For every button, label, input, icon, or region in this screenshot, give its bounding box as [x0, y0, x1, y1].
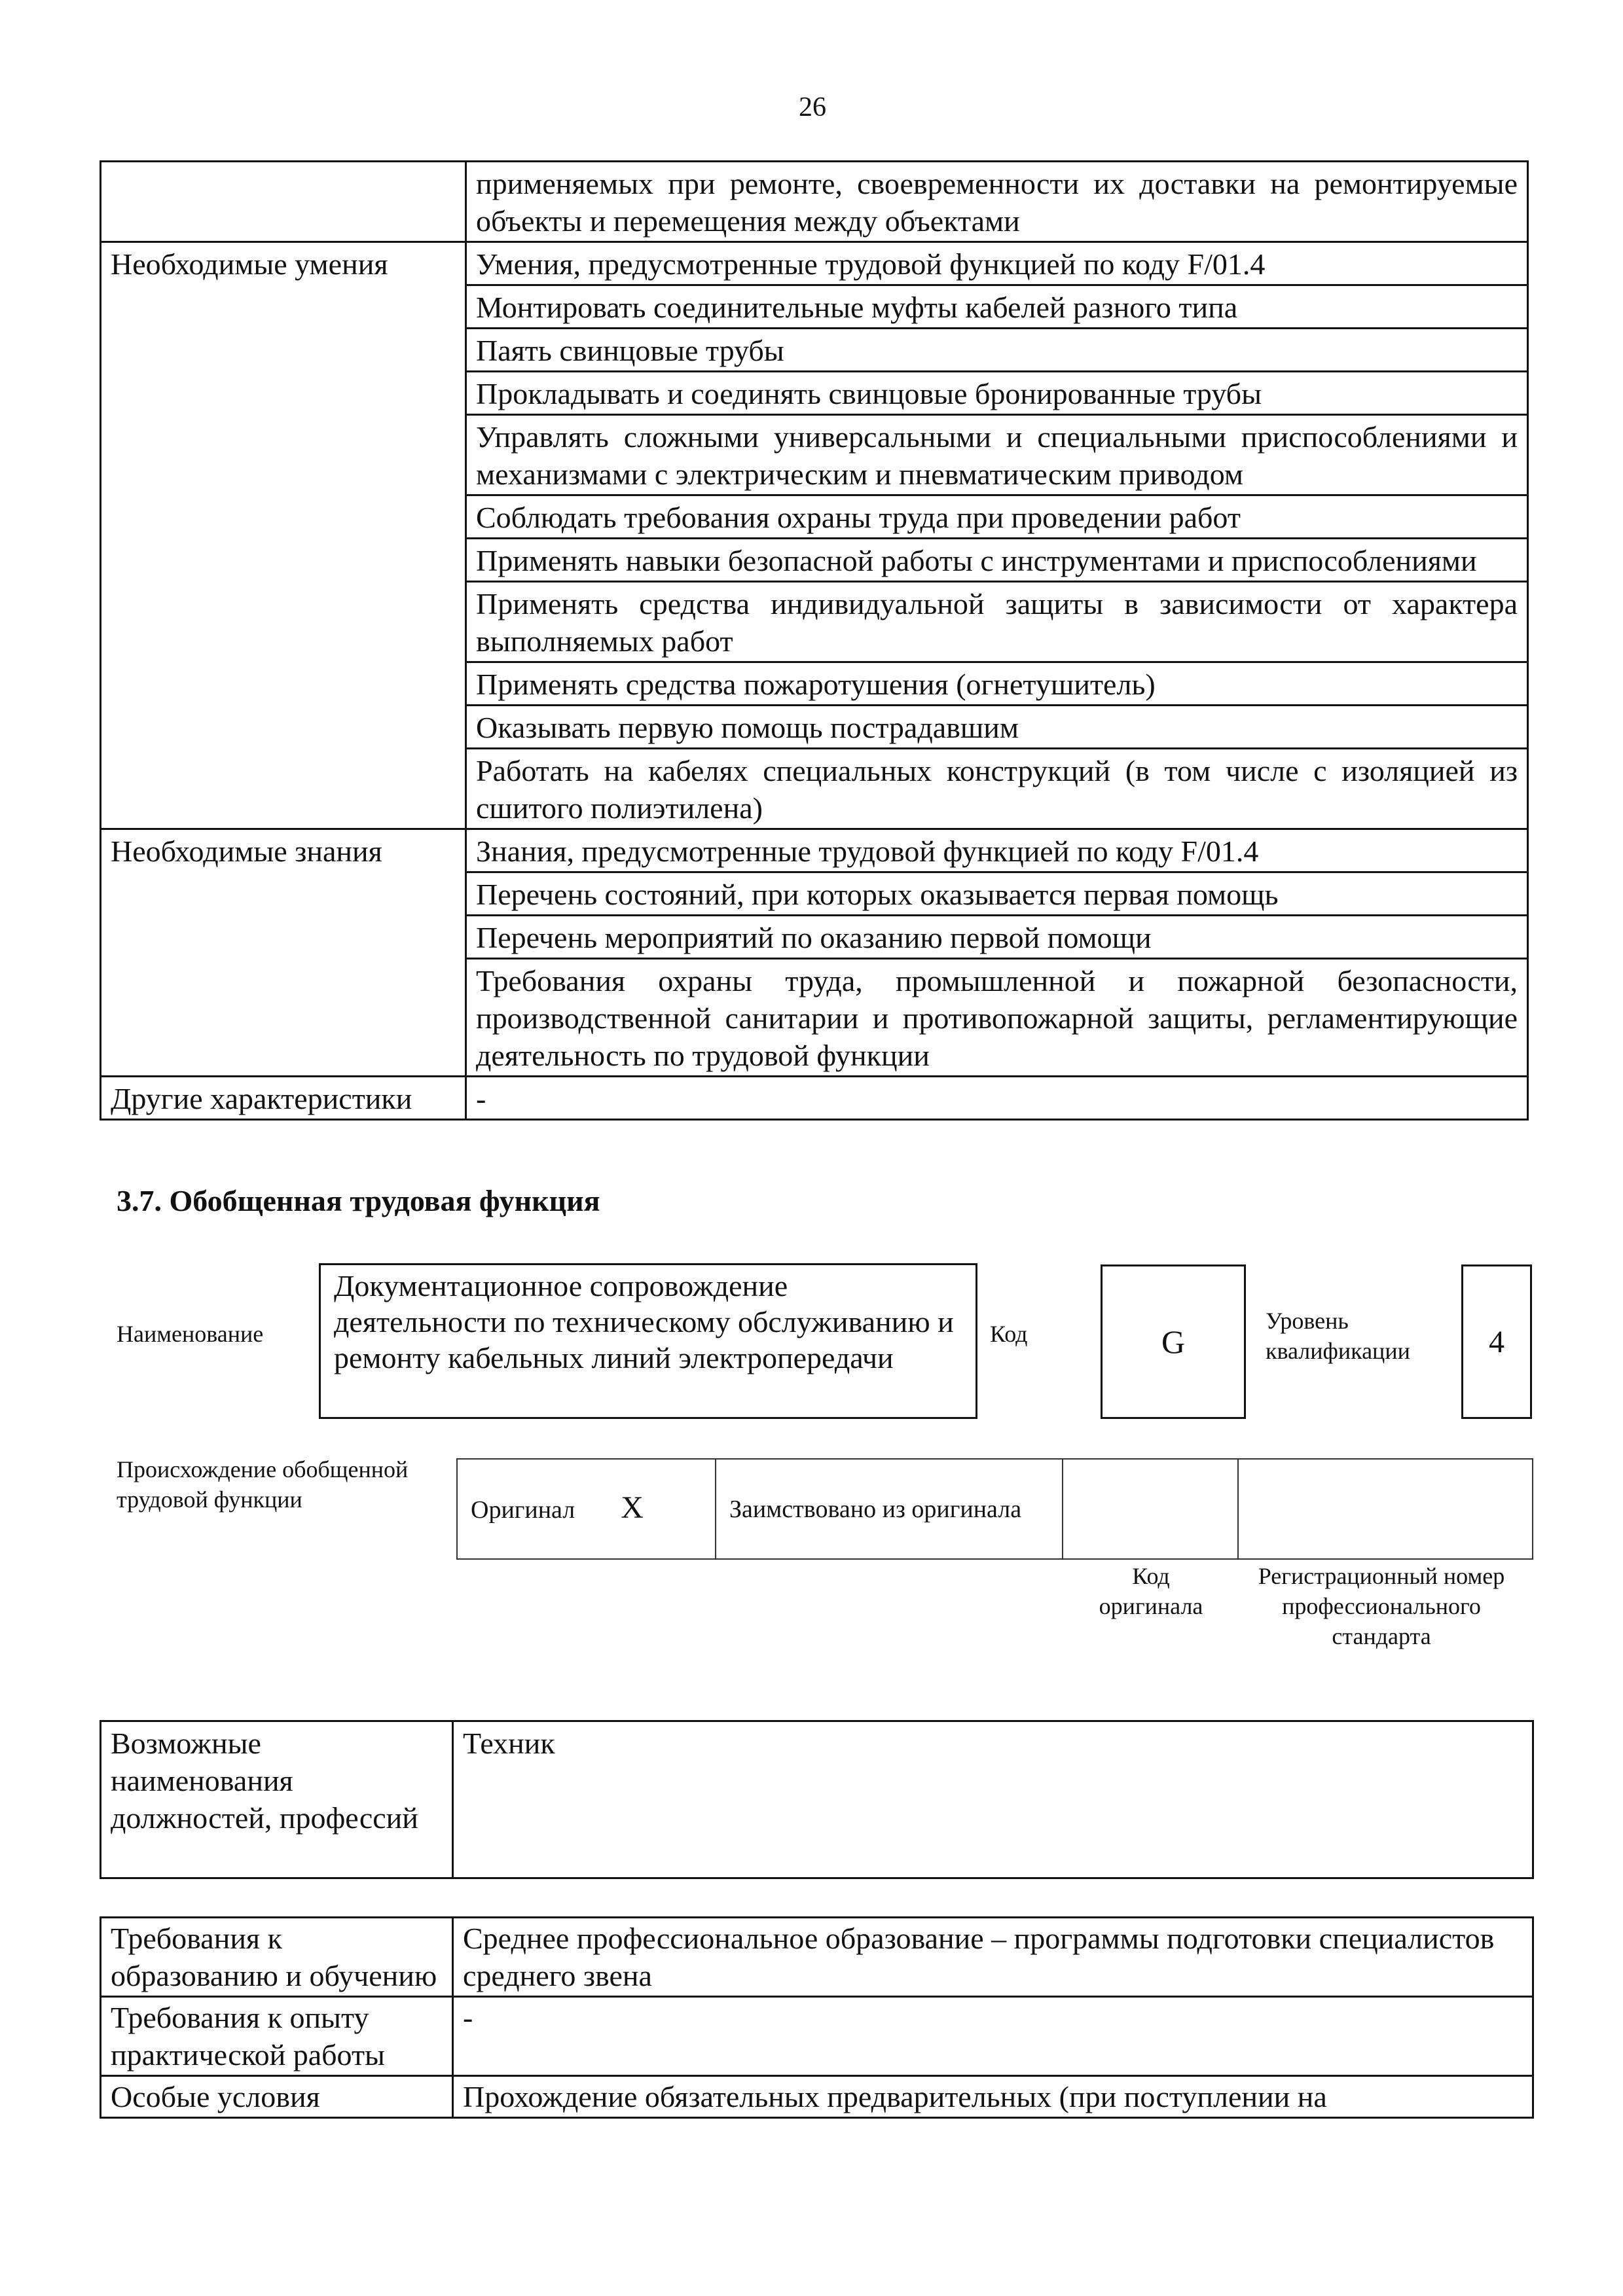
section-title: 3.7. Обобщенная трудовая функция — [117, 1184, 600, 1217]
skill-item: Монтировать соединительные муфты кабелей разного типа — [466, 285, 1528, 329]
experience-label: Требования к опыту практической работы — [101, 1997, 453, 2076]
education-value: Среднее профессиональное образование – программы подготовки специалистов среднего звена — [453, 1918, 1533, 1997]
label-cell-cont — [101, 329, 466, 372]
experience-value: - — [453, 1997, 1533, 2076]
top-row-text: применяемых при ремонте, своевременности их доставки на ремонтируемые объекты и перемещения между объектами — [466, 162, 1528, 242]
positions-value: Техник — [453, 1721, 1533, 1878]
label-cell-cont — [101, 706, 466, 749]
table-row — [457, 1459, 1533, 1559]
knowledge-item: Перечень мероприятий по оказанию первой помощи — [466, 916, 1528, 959]
label-cell-cont — [101, 285, 466, 329]
knowledge-label: Необходимые знания — [101, 829, 466, 872]
label-cell-cont — [101, 539, 466, 582]
table-row — [101, 1077, 1528, 1120]
skill-item: Соблюдать требования охраны труда при проведении работ — [466, 495, 1528, 539]
label-cell-cont — [101, 372, 466, 415]
table-row — [101, 1721, 1533, 1878]
skill-item: Оказывать первую помощь пострадавшим — [466, 706, 1528, 749]
label-cell-cont — [101, 749, 466, 829]
education-label: Требования к образованию и обучению — [101, 1918, 453, 1997]
positions-label: Возможные наименования должностей, профессий — [101, 1721, 453, 1878]
table-row — [101, 242, 1528, 285]
borrowed-label: Заимствовано из оригинала — [716, 1459, 1063, 1559]
original-label: Оригинал — [471, 1496, 575, 1524]
knowledge-item: Знания, предусмотренные трудовой функцией по коду F/01.4 — [466, 829, 1528, 872]
skill-item: Прокладывать и соединять свинцовые бронированные трубы — [466, 372, 1528, 415]
other-characteristics-value: - — [466, 1077, 1528, 1120]
knowledge-item: Перечень состояний, при которых оказывается первая помощь — [466, 872, 1528, 916]
original-cell — [457, 1459, 716, 1559]
table-row — [101, 162, 1528, 242]
label-cell-cont — [101, 872, 466, 916]
special-conditions-value: Прохождение обязательных предварительных (при поступлении на — [453, 2076, 1533, 2118]
code-original-caption: Код оригинала — [1099, 1563, 1203, 1619]
reg-number-cell — [1238, 1459, 1533, 1559]
origin-label: Происхождение обобщенной трудовой функции — [117, 1456, 409, 1513]
qualification-level-value: 4 — [1461, 1265, 1532, 1419]
table-row — [101, 1918, 1533, 1997]
skill-item: Умения, предусмотренные трудовой функцией по коду F/01.4 — [466, 242, 1528, 285]
skill-item: Применять средства пожаротушения (огнетушитель) — [466, 662, 1528, 706]
page-number: 26 — [799, 92, 826, 122]
skill-item: Паять свинцовые трубы — [466, 329, 1528, 372]
origin-table — [456, 1458, 1533, 1560]
skill-item: Управлять сложными универсальными и специальными приспособлениями и механизмами с электрическим и пневматическим приводом — [466, 415, 1528, 495]
name-label: Наименование — [117, 1321, 264, 1347]
positions-table — [100, 1720, 1534, 1879]
skill-item: Работать на кабелях специальных конструкций (в том числе с изоляцией из сшитого полиэтилена) — [466, 749, 1528, 829]
label-cell-cont — [101, 415, 466, 495]
label-cell-cont — [101, 662, 466, 706]
label-cell-cont — [101, 582, 466, 662]
table-row — [101, 829, 1528, 872]
code-label: Код — [990, 1321, 1028, 1347]
empty-label-cell — [101, 162, 466, 242]
skills-label: Необходимые умения — [101, 242, 466, 285]
table-row — [101, 1997, 1533, 2076]
original-mark: X — [621, 1490, 644, 1525]
label-cell-cont — [101, 495, 466, 539]
other-characteristics-label: Другие характеристики — [101, 1077, 466, 1120]
skill-item: Применять навыки безопасной работы с инструментами и приспособлениями — [466, 539, 1528, 582]
knowledge-item: Требования охраны труда, промышленной и пожарной безопасности, производственной санитарии и противопожарной защиты, регламентирующие деятельность по трудовой функции — [466, 959, 1528, 1077]
requirements-table — [100, 1916, 1534, 2119]
skill-item: Применять средства индивидуальной защиты в зависимости от характера выполняемых работ — [466, 582, 1528, 662]
reg-number-caption: Регистрационный номер профессионального стандарта — [1258, 1563, 1505, 1649]
qualification-level-label: Уровень квалификации — [1266, 1308, 1410, 1364]
name-value: Документационное сопровождение деятельности по техническому обслуживанию и ремонту кабельных линий электропередачи — [319, 1263, 977, 1419]
label-cell-cont — [101, 959, 466, 1077]
label-cell-cont — [101, 916, 466, 959]
code-original-cell — [1063, 1459, 1238, 1559]
code-value: G — [1101, 1265, 1246, 1419]
skills-knowledge-table — [100, 160, 1529, 1121]
table-row — [101, 2076, 1533, 2118]
special-conditions-label: Особые условия — [101, 2076, 453, 2118]
